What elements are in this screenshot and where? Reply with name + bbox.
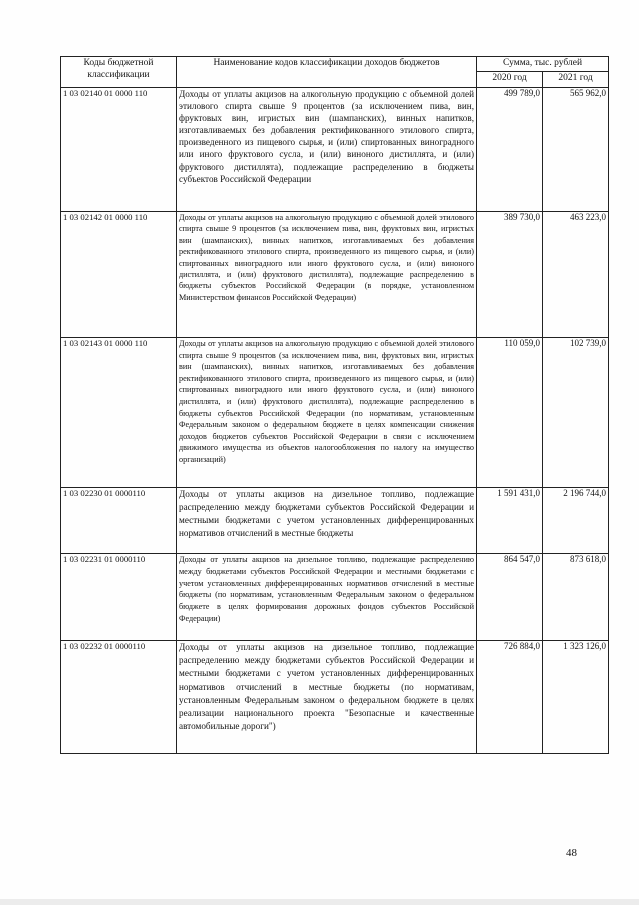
table-row xyxy=(61,212,609,338)
table-header-row xyxy=(61,57,609,72)
budget-revenue-table xyxy=(60,56,609,754)
table-row xyxy=(61,338,609,488)
row-value-2021: 2 196 744,0 xyxy=(543,488,609,554)
row-value-2020: 864 547,0 xyxy=(477,554,543,641)
header-sum: Сумма, тыс. рублей xyxy=(477,57,609,72)
row-code: 1 03 02232 01 0000110 xyxy=(61,641,177,754)
row-code: 1 03 02231 01 0000110 xyxy=(61,554,177,641)
header-code: Коды бюджетной классификации xyxy=(61,57,177,88)
row-value-2020: 389 730,0 xyxy=(477,212,543,338)
row-value-2021: 873 618,0 xyxy=(543,554,609,641)
table-row xyxy=(61,641,609,754)
row-name: Доходы от уплаты акцизов на дизельное топливо, подлежащие распределению между бюджетами субъектов Российской Федерации и местными бюджетами с учетом установленных дифференцированных нормативов отчислений в местные бюджеты (по нормативам, установленным Федеральным законом о федеральном бюджете в целях реализации национального проекта "Безопасные и качественные автомобильные дороги") xyxy=(177,641,477,754)
row-value-2020: 1 591 431,0 xyxy=(477,488,543,554)
row-name: Доходы от уплаты акцизов на алкогольную продукцию с объемной долей этилового спирта свыше 9 процентов (за исключением пива, вин, фруктовых вин, игристых вин (шампанских), винных напитков, изготавливаемых без добавления ректификованного этилового спирта, произведенного из пищевого сырья, и (или) спиртованных виноградного или иного фруктового сусла, и (или) виноного дистиллята, и (или) фруктового дистиллята), подлежащие распределению в бюджеты субъектов Российской Федерации xyxy=(177,88,477,212)
row-name: Доходы от уплаты акцизов на дизельное топливо, подлежащие распределению между бюджетами субъектов Российской Федерации и местными бюджетами с учетом установленных дифференцированных нормативов отчислений в местные бюджеты xyxy=(177,488,477,554)
row-value-2020: 499 789,0 xyxy=(477,88,543,212)
row-name: Доходы от уплаты акцизов на алкогольную продукцию с объемной долей этилового спирта свыше 9 процентов (за исключением пива, вин, фруктовых вин, игристых вин (шампанских), винных напитков, изготавливаемых без добавления ректификованного этилового спирта, произведенного из пищевого сырья, и (или) спиртованных виноградного или иного фруктового сусла, и (или) виноного дистиллята, и (или) фруктового дистиллята), подлежащие распределению в бюджеты субъектов Российской Федерации (по нормативам, установленным Федеральным законом о федеральном бюджете в целях компенсации снижения доходов бюджетов субъектов Российской Федерации в связи с исключением движимого имущества из объектов налогообложения по налогу на имущество организаций) xyxy=(177,338,477,488)
row-code: 1 03 02143 01 0000 110 xyxy=(61,338,177,488)
header-year-2021: 2021 год xyxy=(543,72,609,88)
row-name: Доходы от уплаты акцизов на алкогольную продукцию с объемной долей этилового спирта свыше 9 процентов (за исключением пива, вин, фруктовых вин, игристых вин (шампанских), винных напитков, изготавливаемых без добавления ректификованного этилового спирта, произведенного из пищевого сырья, и (или) спиртованных виноградного или иного фруктового сусла, и (или) виноного дистиллята, и (или) фруктового дистиллята), подлежащие распределению в бюджеты субъектов Российской Федерации (в порядке, установленном Министерством финансов Российской Федерации) xyxy=(177,212,477,338)
row-code: 1 03 02142 01 0000 110 xyxy=(61,212,177,338)
row-value-2021: 463 223,0 xyxy=(543,212,609,338)
row-value-2021: 1 323 126,0 xyxy=(543,641,609,754)
row-code: 1 03 02140 01 0000 110 xyxy=(61,88,177,212)
header-name: Наименование кодов классификации доходов бюджетов xyxy=(177,57,477,88)
row-name: Доходы от уплаты акцизов на дизельное топливо, подлежащие распределению между бюджетами субъектов Российской Федерации и местными бюджетами с учетом установленных дифференцированных нормативов отчислений в местные бюджеты (по нормативам, установленным Федеральным законом о федеральном бюджете в целях формирования дорожных фондов субъектов Российской Федерации) xyxy=(177,554,477,641)
table-row xyxy=(61,554,609,641)
row-value-2021: 102 739,0 xyxy=(543,338,609,488)
row-value-2021: 565 962,0 xyxy=(543,88,609,212)
table-row xyxy=(61,488,609,554)
table-row xyxy=(61,88,609,212)
row-value-2020: 726 884,0 xyxy=(477,641,543,754)
page-number: 48 xyxy=(566,847,577,859)
scan-edge xyxy=(0,899,639,905)
row-value-2020: 110 059,0 xyxy=(477,338,543,488)
header-year-2020: 2020 год xyxy=(477,72,543,88)
row-code: 1 03 02230 01 0000110 xyxy=(61,488,177,554)
